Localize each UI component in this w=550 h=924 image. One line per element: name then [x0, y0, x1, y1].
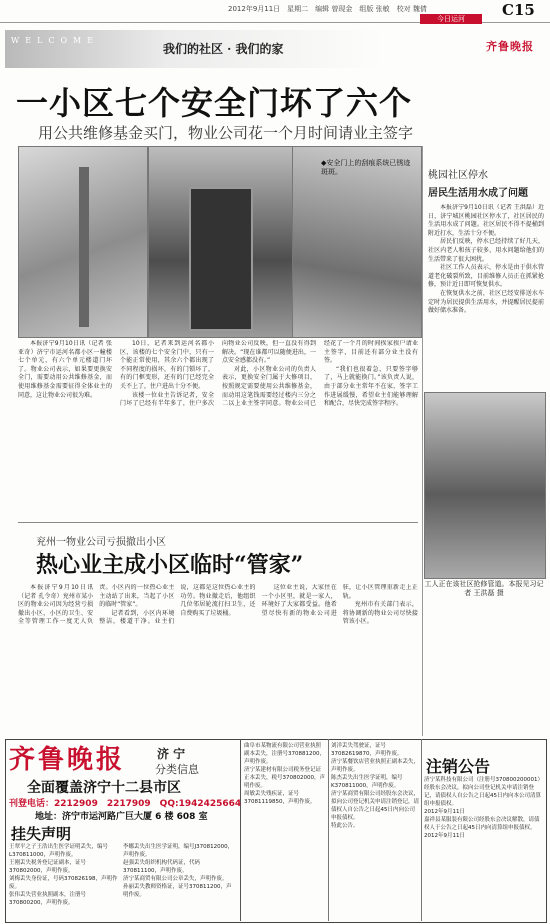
sidebar-paragraph: 居民们反映，停水已经持续了好几天，社区内老人和孩子较多，用水问题给他们的生活带来了很大困扰。	[428, 238, 544, 263]
lost-notice-item: 孙丽丢失教师资格证，证号370811200，声明作废。	[123, 884, 232, 898]
photo-caption-right: ◆安全门上的刮痕系统已锈迹斑斑。	[321, 159, 411, 176]
sidebar-paragraph: 社区工作人员表示，停水是由于供水管道老化破裂所致，目前维修人员正在抓紧抢修，预计近日即可恢复供水。	[428, 264, 544, 289]
story-divider	[18, 522, 418, 523]
story2-headline: 热心业主成小区临时“管家”	[36, 552, 304, 578]
classified-col-4	[331, 742, 419, 918]
classified-item: 陈杰丢失出生医学证明，编号K370811000，声明作废。	[331, 775, 403, 789]
cancellation-notice-item: 2012年9月11日	[424, 809, 465, 815]
lost-notice-item: 张伟丢失营业执照副本，注册号370800200，声明作废。	[9, 892, 87, 906]
classifieds-category: 分类信息	[155, 763, 199, 776]
newspaper-logo: 齐鲁晚报	[486, 40, 534, 53]
sidebar-subtitle: 居民生活用水成了问题	[428, 188, 528, 199]
story1-paragraph: 该楼一位业主告诉记者，安全门坏了已经有半年多了，住户多次向物业公司反映，但一直没有得到解决。“现在谁都可以随便进出，一点安全感都没有。”	[120, 340, 316, 408]
story2-paragraph: 兖州市有关部门表示，将协调新的物业公司尽快接管该小区。	[342, 601, 418, 626]
column-banner	[5, 30, 545, 68]
classified-item: 济宁某商贸有限公司经股东会决议，拟向公司登记机关申请注销登记，请债权人自公告之日起45日内向公司申报债权。	[331, 791, 419, 821]
classified-divider	[328, 739, 329, 921]
photo-element	[79, 167, 89, 327]
story2-paragraph: 记者看到，小区内环境整洁，楼道干净。业主们说，这都是这位热心业主的功劳。物业撤走后，他组织几位邻居轮流打扫卫生，还自费购买了垃圾桶。	[99, 584, 256, 626]
lost-notice-item: 赵强丢失组织机构代码证，代码370811100，声明作废。	[123, 860, 201, 874]
story2-paragraph: 本报济宁9月10日讯（记者 孔令奇）兖州市某小区的物业公司因为经营亏损撤出小区，小区的卫生、安全等管理工作一度无人负责。小区内的一位热心业主主动站了出来，当起了小区的临时“管家”。	[18, 584, 175, 626]
sidebar-rule	[422, 146, 423, 736]
cancellation-notice-item: 2012年9月11日	[424, 833, 465, 839]
classified-col-3	[244, 742, 326, 918]
sidebar-body	[428, 204, 544, 388]
cancellation-notice-title: 注销公告	[426, 757, 491, 776]
sidebar-photo-caption: 工人正在该社区抢修管道。本报见习记者 王洪磊 摄	[424, 580, 544, 597]
story1-body	[18, 340, 418, 515]
story1-paragraph: 本报济宁9月10日讯（记者 张亚奇）济宁市运河名都小区一幢楼七个单元，有六个单元楼道门坏了。物业公司表示，如果要更换安全门，需要动用公共维修基金，而使用维修基金需要征得全体业主的同意，这让物业公司很为难。	[18, 340, 112, 399]
photo-left	[18, 146, 148, 338]
page-number: C15	[502, 1, 535, 19]
photo-center	[148, 146, 294, 338]
classified-item: 刘洋丢失驾驶证，证号37082619870，声明作废。	[331, 743, 403, 757]
classified-item: 特此公告。	[331, 823, 359, 829]
cancellation-notice-item: 济宁某科技有限公司（注册号370800200001）经股东会决议，拟向公司登记机关申请注销登记，请债权人自公告之日起45日内向本公司清算组申报债权。	[424, 777, 542, 807]
lost-notice-item: 刘梅丢失身份证，号码370826198，声明作废。	[9, 876, 118, 890]
lost-notice-item: 王刚丢失税务登记证副本，证号370802000，声明作废。	[9, 860, 87, 874]
sidebar-photo	[424, 392, 546, 579]
lost-notice-item: 济宁某商贸有限公司公章丢失，声明作废。	[123, 876, 228, 882]
classified-item: 曲阜市某物流有限公司营业执照副本丢失，注册号370881200，声明作废。	[244, 743, 325, 765]
story2-paragraph: 这位业主说，大家住在一个小区里，就是一家人，环境好了大家都受益。他希望尽快有新的物业公司进驻，让小区管理重新走上正轨。	[261, 584, 418, 617]
classifieds-address: 地址：济宁市运河路广巨大厦 6 楼 608 室	[35, 812, 208, 822]
cancellation-notices	[424, 776, 542, 918]
lost-notice-title: 挂失声明	[11, 825, 72, 843]
story1-paragraph: “我们也很着急，只要签字够了，马上就能换门。”该负责人说，由于部分业主常年不在家，签字工作进展缓慢，希望业主们能够理解和配合，尽快完成签字程序。	[324, 365, 418, 408]
sidebar-title: 桃园社区停水	[428, 170, 488, 181]
lost-notices-col1	[9, 843, 119, 919]
column-title: 我们的社区 · 我们的家	[163, 42, 284, 56]
story1-paragraph: 10日，记者来到运河名都小区，该楼的七个安全门中，只有一个能正常使用，其余六个都出现了不同程度的损坏，有的门锁坏了，有的门框变形，还有的门已经完全关不上了，住户进出十分不便。	[120, 340, 214, 390]
classifieds-coverage: 全面覆盖济宁十二县市区	[27, 780, 181, 796]
headline-subtitle: 用公共维修基金买门，物业公司花一个月时间请业主签字	[38, 124, 414, 142]
sidebar-paragraph: 本报济宁9月10日讯（记者 王洪磊）近日，济宁城区桃园社区停水了，社区居民的生活用水成了问题。社区居民不得不提桶到附近打水，生活十分不便。	[428, 204, 544, 237]
lost-notice-item: 李娜丢失出生医学证明，编号J370812000，声明作废。	[123, 844, 234, 858]
door-shape	[189, 187, 253, 331]
classifieds-masthead	[5, 739, 241, 921]
story1-paragraph: 对此，小区物业公司的负责人表示，更换安全门属于大修项目，按照规定需要使用公共维修基金，而动用这笔钱需要经过楼内三分之二以上业主签字同意。物业公司已经花了一个月的时间挨家挨户请业主签字，目前还有部分业主没有签。	[222, 340, 418, 408]
classifieds-paper-name: 齐鲁晚报	[9, 745, 126, 775]
classified-divider	[421, 739, 422, 921]
sidebar-paragraph: 在恢复供水之前，社区已经安排送水车定时为居民提供生活用水，并提醒居民提前做好储水准备。	[428, 289, 544, 315]
lost-notice-item: 王翠平之子王浩出生医学证明丢失，编号L370811000，声明作废。	[9, 844, 109, 858]
cancellation-notice-item: 嘉祥县某服装有限公司经股东会决议解散，请债权人于公告之日起45日内向清算组申报债权。	[424, 817, 540, 831]
lost-notices-col2	[123, 843, 235, 919]
page-meta: 2012年9月11日 星期二 编辑 曾现金 组版 张敏 校对 魏倩	[228, 5, 427, 13]
story2-body	[18, 584, 418, 734]
classified-item: 周敏丢失残疾证，证号37081119850，声明作废。	[244, 791, 316, 805]
classified-item: 济宁某建材有限公司税务登记证正本丢失，税号370802000，声明作废。	[244, 767, 325, 789]
headline-main: 一小区七个安全门坏了六个	[16, 84, 413, 122]
welcome-text: WELCOME	[11, 36, 100, 45]
story2-subtitle: 兖州一物业公司亏损撤出小区	[36, 537, 166, 548]
section-label: 今日运河	[420, 14, 482, 24]
classifieds-city: 济 宁	[157, 747, 186, 761]
photo-right	[292, 146, 422, 338]
classifieds-phone: 刊登电话：2212909 2217909 QQ:1942425664	[9, 799, 242, 809]
classified-item: 济宁某餐饮店营业执照正副本丢失，声明作废。	[331, 759, 419, 773]
